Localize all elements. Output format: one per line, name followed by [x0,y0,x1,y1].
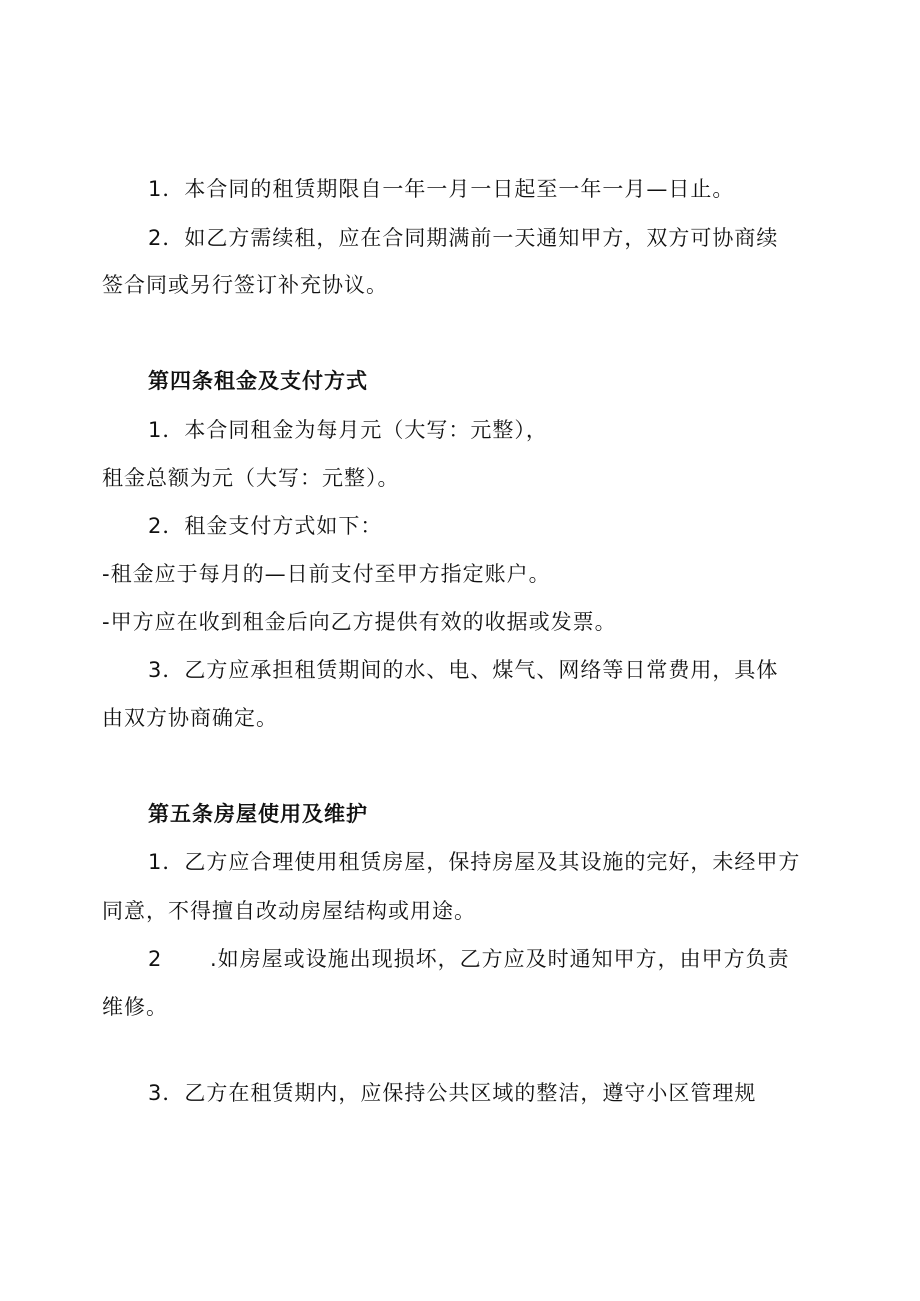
section-heading-5: 第五条房屋使用及维护 [148,802,368,826]
rent-item-2: -甲方应在收到租金后向乙方提供有效的收据或发票。 [102,610,617,634]
use-clause-2-number: 2 [148,947,163,971]
section-heading-4: 第四条租金及支付方式 [148,369,368,393]
term-clause-1: 1．本合同的租赁期限自一年一月一日起至一年一月—日止。 [148,177,735,201]
term-clause-2: 2．如乙方需续租，应在合同期满前一天通知甲方，双方可协商续 [148,226,779,250]
rent-clause-1-cont: 租金总额为元（大写：元整）。 [102,466,400,490]
use-clause-2: .如房屋或设施出现损坏，乙方应及时通知甲方，由甲方负责 [210,947,790,971]
term-clause-2-cont: 签合同或另行签订补充协议。 [102,273,388,297]
use-clause-2-cont: 维修。 [102,995,168,1019]
rent-clause-1: 1．本合同租金为每月元（大写：元整）， [148,418,548,442]
use-clause-1-cont: 同意，不得擅自改动房屋结构或用途。 [102,899,476,923]
use-clause-1: 1．乙方应合理使用租赁房屋，保持房屋及其设施的完好，未经甲方 [148,850,801,874]
rent-item-1: -租金应于每月的—日前支付至甲方指定账户。 [102,562,551,586]
rent-clause-3: 3．乙方应承担租赁期间的水、电、煤气、网络等日常费用，具体 [148,658,779,682]
rent-clause-3-cont: 由双方协商确定。 [102,706,278,730]
rent-clause-2: 2．租金支付方式如下： [148,514,383,538]
use-clause-3: 3．乙方在租赁期内，应保持公共区域的整洁，遵守小区管理规 [148,1081,757,1105]
